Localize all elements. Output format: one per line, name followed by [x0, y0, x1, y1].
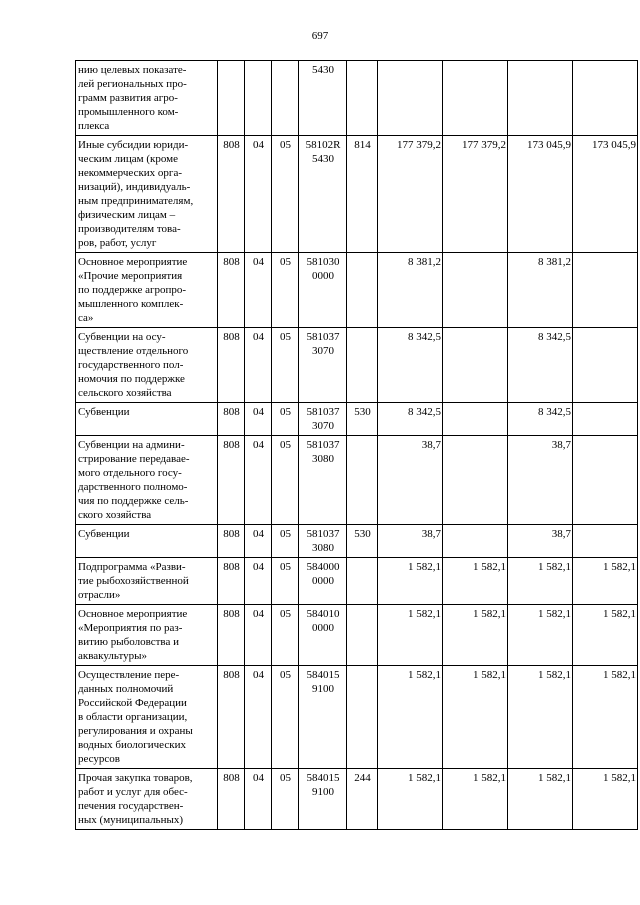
row-name-cell: Субвенции на осу- ществление отдельного государственного пол- номочия по поддержке сельского хозяйства: [76, 328, 218, 403]
table-row: [76, 436, 638, 525]
target-article-cell: 581037 3070: [299, 328, 347, 403]
amount-cell-1: [378, 61, 443, 136]
amount-cell-2: [443, 328, 508, 403]
amount-cell-3: [508, 61, 573, 136]
amount-cell-4: [573, 61, 638, 136]
amount-cell-2: [443, 61, 508, 136]
target-article-cell: 584010 0000: [299, 605, 347, 666]
subsection-code-cell: 05: [272, 436, 299, 525]
section-code-cell: 04: [245, 436, 272, 525]
ved-code-cell: 808: [218, 436, 245, 525]
target-article-cell: 581037 3080: [299, 436, 347, 525]
ved-code-cell: 808: [218, 328, 245, 403]
section-code-cell: [245, 61, 272, 136]
amount-cell-1: 1 582,1: [378, 558, 443, 605]
subsection-code-cell: 05: [272, 253, 299, 328]
target-article-cell: 58102R 5430: [299, 136, 347, 253]
target-article-cell: 584015 9100: [299, 666, 347, 769]
amount-cell-3: 8 342,5: [508, 403, 573, 436]
amount-cell-3: 8 381,2: [508, 253, 573, 328]
amount-cell-1: 1 582,1: [378, 605, 443, 666]
amount-cell-4: [573, 403, 638, 436]
section-code-cell: 04: [245, 558, 272, 605]
amount-cell-2: [443, 403, 508, 436]
subsection-code-cell: 05: [272, 136, 299, 253]
section-code-cell: 04: [245, 328, 272, 403]
expense-type-cell: [347, 605, 378, 666]
row-name-cell: Субвенции: [76, 403, 218, 436]
amount-cell-3: 1 582,1: [508, 769, 573, 830]
expense-type-cell: [347, 558, 378, 605]
amount-cell-3: 1 582,1: [508, 605, 573, 666]
amount-cell-3: 8 342,5: [508, 328, 573, 403]
target-article-cell: 584000 0000: [299, 558, 347, 605]
table-row: [76, 253, 638, 328]
ved-code-cell: [218, 61, 245, 136]
row-name-cell: нию целевых показате- лей региональных про- грамм развития агро- промышленного ком- плекса: [76, 61, 218, 136]
section-code-cell: 04: [245, 136, 272, 253]
amount-cell-1: 1 582,1: [378, 769, 443, 830]
table-row: [76, 136, 638, 253]
expense-type-cell: 530: [347, 403, 378, 436]
amount-cell-1: 8 381,2: [378, 253, 443, 328]
amount-cell-2: 177 379,2: [443, 136, 508, 253]
row-name-cell: Иные субсидии юриди- ческим лицам (кроме некоммерческих орга- низаций), индивидуаль- ным предпринимателям, физическим лицам – производителям това- ров, работ, услуг: [76, 136, 218, 253]
amount-cell-3: 1 582,1: [508, 666, 573, 769]
amount-cell-1: 177 379,2: [378, 136, 443, 253]
amount-cell-3: 173 045,9: [508, 136, 573, 253]
section-code-cell: 04: [245, 666, 272, 769]
budget-table-body: [76, 61, 638, 830]
amount-cell-4: [573, 328, 638, 403]
amount-cell-4: 1 582,1: [573, 666, 638, 769]
row-name-cell: Субвенции на админи- стрирование передавае- мого отдельного госу- дарственного полномо- чия по поддержке сель- ского хозяйства: [76, 436, 218, 525]
amount-cell-2: 1 582,1: [443, 605, 508, 666]
amount-cell-1: 8 342,5: [378, 328, 443, 403]
subsection-code-cell: 05: [272, 769, 299, 830]
row-name-cell: Прочая закупка товаров, работ и услуг для обес- печения государствен- ных (муниципальных): [76, 769, 218, 830]
table-row: [76, 525, 638, 558]
table-row: [76, 605, 638, 666]
target-article-cell: 584015 9100: [299, 769, 347, 830]
expense-type-cell: [347, 61, 378, 136]
amount-cell-1: 38,7: [378, 525, 443, 558]
ved-code-cell: 808: [218, 136, 245, 253]
amount-cell-2: 1 582,1: [443, 666, 508, 769]
section-code-cell: 04: [245, 253, 272, 328]
table-row: [76, 769, 638, 830]
amount-cell-2: 1 582,1: [443, 558, 508, 605]
amount-cell-4: 173 045,9: [573, 136, 638, 253]
target-article-cell: 581037 3070: [299, 403, 347, 436]
expense-type-cell: [347, 328, 378, 403]
table-row: [76, 403, 638, 436]
amount-cell-1: 38,7: [378, 436, 443, 525]
expense-type-cell: 530: [347, 525, 378, 558]
table-row: [76, 666, 638, 769]
page-number: 697: [311, 30, 329, 42]
target-article-cell: 581030 0000: [299, 253, 347, 328]
ved-code-cell: 808: [218, 605, 245, 666]
amount-cell-4: 1 582,1: [573, 769, 638, 830]
section-code-cell: 04: [245, 525, 272, 558]
amount-cell-4: [573, 436, 638, 525]
target-article-cell: 581037 3080: [299, 525, 347, 558]
ved-code-cell: 808: [218, 558, 245, 605]
subsection-code-cell: [272, 61, 299, 136]
ved-code-cell: 808: [218, 525, 245, 558]
table-row: [76, 328, 638, 403]
amount-cell-4: 1 582,1: [573, 605, 638, 666]
expense-type-cell: [347, 666, 378, 769]
subsection-code-cell: 05: [272, 558, 299, 605]
section-code-cell: 04: [245, 769, 272, 830]
ved-code-cell: 808: [218, 769, 245, 830]
amount-cell-3: 38,7: [508, 525, 573, 558]
amount-cell-2: [443, 525, 508, 558]
amount-cell-2: [443, 253, 508, 328]
amount-cell-1: 8 342,5: [378, 403, 443, 436]
expense-type-cell: 814: [347, 136, 378, 253]
ved-code-cell: 808: [218, 253, 245, 328]
row-name-cell: Подпрограмма «Разви- тие рыбохозяйственной отрасли»: [76, 558, 218, 605]
table-row: [76, 61, 638, 136]
row-name-cell: Основное мероприятие «Мероприятия по раз- витию рыболовства и аквакультуры»: [76, 605, 218, 666]
budget-table: [75, 60, 638, 830]
row-name-cell: Субвенции: [76, 525, 218, 558]
amount-cell-4: 1 582,1: [573, 558, 638, 605]
amount-cell-3: 1 582,1: [508, 558, 573, 605]
subsection-code-cell: 05: [272, 403, 299, 436]
section-code-cell: 04: [245, 605, 272, 666]
subsection-code-cell: 05: [272, 605, 299, 666]
section-code-cell: 04: [245, 403, 272, 436]
row-name-cell: Осуществление пере- данных полномочий Российской Федерации в области организации, регулирования и охраны водных биологических ресурсов: [76, 666, 218, 769]
expense-type-cell: [347, 253, 378, 328]
expense-type-cell: [347, 436, 378, 525]
expense-type-cell: 244: [347, 769, 378, 830]
table-row: [76, 558, 638, 605]
row-name-cell: Основное мероприятие «Прочие мероприятия по поддержке агропро- мышленного комплек- са»: [76, 253, 218, 328]
ved-code-cell: 808: [218, 666, 245, 769]
amount-cell-2: [443, 436, 508, 525]
amount-cell-2: 1 582,1: [443, 769, 508, 830]
subsection-code-cell: 05: [272, 666, 299, 769]
amount-cell-4: [573, 525, 638, 558]
subsection-code-cell: 05: [272, 328, 299, 403]
target-article-cell: 5430: [299, 61, 347, 136]
amount-cell-1: 1 582,1: [378, 666, 443, 769]
amount-cell-4: [573, 253, 638, 328]
amount-cell-3: 38,7: [508, 436, 573, 525]
subsection-code-cell: 05: [272, 525, 299, 558]
ved-code-cell: 808: [218, 403, 245, 436]
